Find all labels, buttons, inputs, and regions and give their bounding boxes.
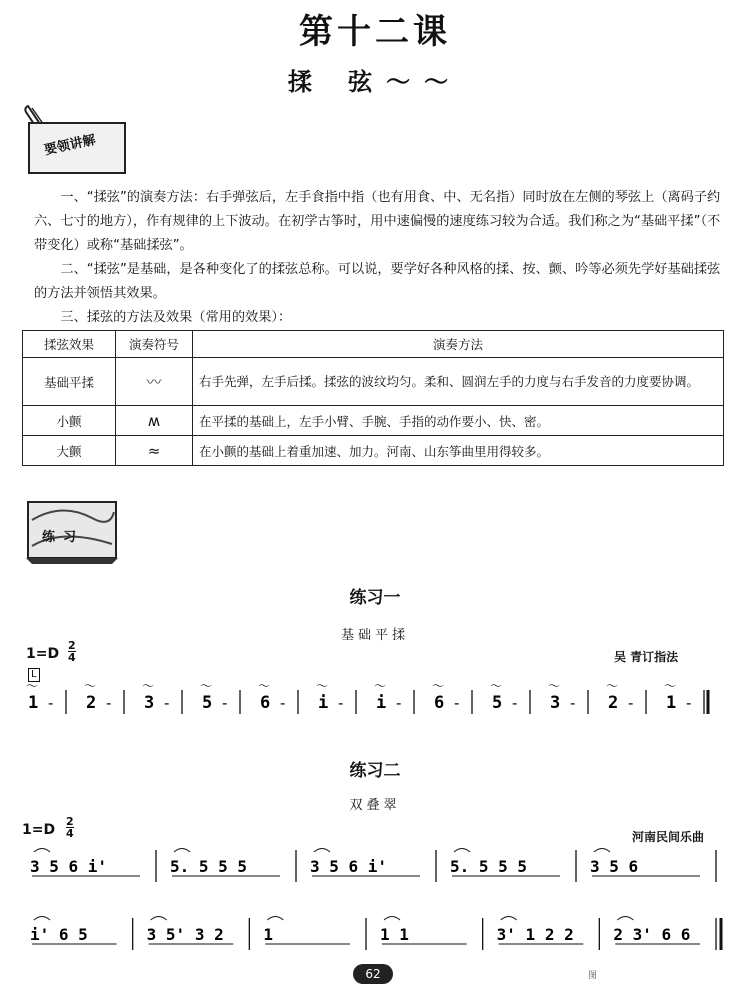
ornament — [314, 849, 330, 853]
dash: - — [628, 694, 634, 712]
table-header: 揉弦效果 — [23, 331, 116, 358]
note: 5 — [492, 693, 503, 713]
vibrato-mark: 〜 — [26, 679, 39, 693]
symbol-cell: ʍ — [116, 406, 193, 436]
note-group: 3 5 6 — [590, 857, 639, 876]
method-cell: 在平揉的基础上，左手小臂、手腕、手指的动作要小、快、密。 — [193, 406, 724, 436]
note-group: 3' 1 2 2 — [496, 925, 574, 944]
table-header: 演奏符号 — [116, 331, 193, 358]
exercise-2-staff — [0, 840, 750, 960]
note-group: 5. 5 5 5 — [450, 857, 528, 876]
exercise-1-credit: 吴 青订指法 — [614, 650, 679, 664]
table-row — [23, 358, 724, 406]
dash: - — [338, 694, 344, 712]
vibrato-mark: 〜 — [432, 679, 445, 693]
note: 5 — [202, 693, 213, 713]
dash: - — [222, 694, 228, 712]
vibrato-mark: 〜 — [84, 679, 97, 693]
vibrato-mark: 〜 — [200, 679, 213, 693]
ornament — [267, 917, 283, 921]
note: 3 — [550, 693, 561, 713]
note: 2 — [608, 693, 619, 713]
ornament — [384, 917, 400, 921]
vibrato-mark: 〜 — [316, 679, 329, 693]
note: 2 — [86, 693, 97, 713]
method-cell: 在小颤的基础上着重加速、加力。河南、山东筝曲里用得较多。 — [193, 436, 724, 466]
exercise-1-staff — [0, 676, 750, 726]
vibrato-mark: 〜 — [258, 679, 271, 693]
paragraph-1: 一、“揉弦”的演奏方法：右手弹弦后，左手食指中指（也有用食、中、无名指）同时放在左侧的琴弦上（离码子约六、七寸的地方），作有规律的上下波动。在初学古筝时，用中速偏慢的速度练习较为合适。我们称之为“基础平揉”（不带变化）或称“基础揉弦”。 — [34, 190, 721, 253]
dash: - — [48, 694, 54, 712]
dash: - — [686, 694, 692, 712]
dash: - — [164, 694, 170, 712]
note-group: 2 3' 6 6 — [613, 925, 691, 944]
exercise-1-marker: L — [28, 668, 40, 682]
note: i — [376, 693, 387, 713]
corner-mark: 图 — [588, 971, 598, 981]
ornament — [174, 849, 190, 853]
time-sig-top: 2 — [66, 815, 74, 828]
note: 1 — [28, 693, 39, 713]
vibrato-mark: 〜 — [142, 679, 155, 693]
vibrato-methods-table — [22, 330, 724, 466]
ornament — [151, 917, 167, 921]
symbol-cell: 〰 — [116, 358, 193, 406]
effect-cell: 小颤 — [23, 406, 116, 436]
note-group: 3 5 6 i' — [30, 857, 108, 876]
note: 3 — [144, 693, 155, 713]
note-group: 1 1 — [380, 925, 409, 944]
ornament — [34, 849, 50, 853]
note-group: 5. 5 5 5 — [170, 857, 248, 876]
exercise-1-time-signature — [68, 640, 76, 663]
exercise-2-key: 1=D — [22, 822, 56, 838]
lesson-subtitle: 揉 弦〜〜 — [287, 67, 463, 96]
dash: - — [280, 694, 286, 712]
table-header-row — [23, 331, 724, 358]
vibrato-mark: 〜 — [664, 679, 677, 693]
exercise-2-heading: 练习二 — [349, 761, 401, 781]
key-points-badge-label: 要领讲解 — [43, 132, 98, 159]
exercise-2-credit: 河南民间乐曲 — [632, 830, 705, 844]
ornament — [617, 917, 633, 921]
table-header: 演奏方法 — [193, 331, 724, 358]
note-group: 3 5' 3 2 — [146, 925, 224, 944]
paragraph-3: 三、揉弦的方法及效果（常用的效果）： — [60, 310, 292, 325]
time-sig-bottom: 4 — [68, 651, 76, 664]
time-sig-bottom: 4 — [66, 827, 74, 840]
exercise-2-song-title: 双叠翠 — [349, 798, 401, 813]
exercise-2-time-signature — [66, 816, 74, 839]
paragraph-2: 二、“揉弦”是基础，是各种变化了的揉弦总称。可以说，要学好各种风格的揉、按、颤、吟等必须先学好基础揉弦的方法并领悟其效果。 — [34, 262, 721, 301]
note-group: 3 5 6 i' — [310, 857, 388, 876]
vibrato-mark: 〜 — [490, 679, 503, 693]
dash: - — [570, 694, 576, 712]
key-points-badge — [28, 122, 126, 174]
note: 6 — [434, 693, 445, 713]
ornament — [34, 917, 50, 921]
vibrato-mark: 〜 — [548, 679, 561, 693]
note: 6 — [260, 693, 271, 713]
exercise-1-key: 1=D — [26, 646, 60, 662]
table-row — [23, 436, 724, 466]
practice-badge-label: 练习 — [42, 530, 85, 545]
vibrato-mark: 〜 — [606, 679, 619, 693]
effect-cell: 大颤 — [23, 436, 116, 466]
note: i — [318, 693, 329, 713]
dash: - — [396, 694, 402, 712]
note-group: 1 — [263, 925, 273, 944]
ornament — [454, 849, 470, 853]
time-sig-top: 2 — [68, 639, 76, 652]
dash: - — [512, 694, 518, 712]
note: 1 — [666, 693, 677, 713]
ornament — [501, 917, 517, 921]
symbol-cell: ≈ — [116, 436, 193, 466]
effect-cell: 基础平揉 — [23, 358, 116, 406]
method-cell: 右手先弹，左手后揉。揉弦的波纹均匀。柔和、圆润左手的力度与右手发音的力度要协调。 — [193, 358, 724, 406]
vibrato-mark: 〜 — [374, 679, 387, 693]
exercise-1-heading: 练习一 — [349, 588, 401, 608]
page-number: 62 — [353, 964, 393, 984]
table-row — [23, 406, 724, 436]
exercise-1-song-title: 基础平揉 — [340, 628, 409, 643]
dash: - — [454, 694, 460, 712]
ornament — [594, 849, 610, 853]
dash: - — [106, 694, 112, 712]
lesson-title: 第十二课 — [299, 12, 451, 52]
note-group: i' 6 5 — [30, 925, 88, 944]
